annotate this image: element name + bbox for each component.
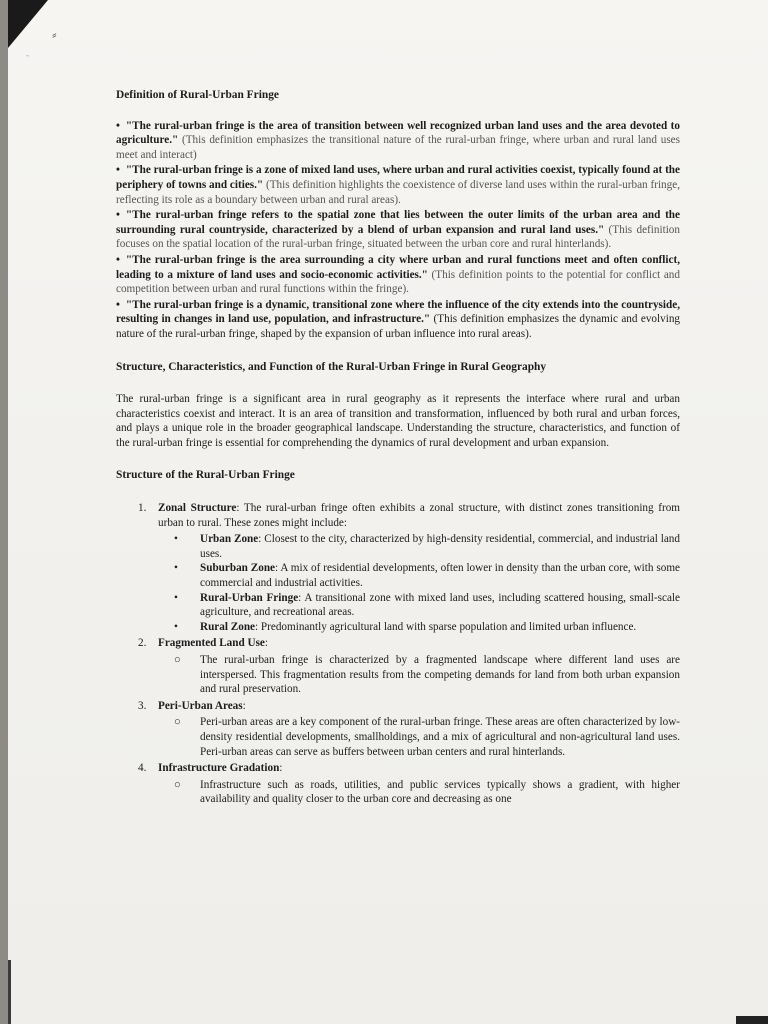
structure-list — [116, 501, 680, 807]
structure-sublist — [158, 778, 680, 807]
structure-heading: Structure of the Rural-Urban Fringe — [116, 469, 295, 482]
definition-item: • "The rural-urban fringe is a zone of mixed land uses, where urban and rural activities coexist, typically found at the periphery of towns and cities." (This definition highlights the coexistence of diverse land uses within the rural-urban fringe, reflecting its role as a boundary between urban and rural areas). — [116, 164, 681, 206]
dark-corner — [8, 0, 48, 48]
definition-heading: Definition of Rural-Urban Fringe — [116, 89, 279, 101]
definition-list — [116, 119, 680, 342]
structure-subitem: • Suburban Zone: A mix of residential developments, often lower in density than the urban core, with some commercial and industrial activities. — [174, 562, 680, 590]
definition-item: • "The rural-urban fringe is the area of transition between well recognized urban land uses and the area devoted to agriculture." (This definition emphasizes the transitional nature of the rural-urban fringe, where urban and rural land uses meet and interact) — [116, 119, 680, 161]
structure-item: 3. Peri-Urban Areas: ○ Peri-urban areas are a key component of the rural-urban fringe. These areas are often characterized by low-density residential developments, smallholdings, and a mix of agricultural and non-agricultural land uses. Peri-urban areas can serve as buffers between urban centers and rural hinterlands. — [138, 699, 680, 758]
structure-item: 2. Fragmented Land Use: ○ The rural-urban fringe is characterized by a fragmented landscape where different land uses are interspersed. This fragmentation results from the competing demands for land from both urban expansion and rural preservation. — [138, 637, 680, 696]
definition-item: • "The rural-urban fringe is a dynamic, transitional zone where the influence of the city extends into the countryside, resulting in changes in land use, population, and infrastructure." (This definition emphasizes the dynamic and evolving nature of the rural-urban fringe, shaped by the expansion of urban influence into rural areas). — [116, 298, 681, 340]
structure-subitem: ○ Infrastructure such as roads, utilities, and public services typically shows a gradient, with higher availability and quality closer to the urban core and decreasing as one — [174, 778, 680, 806]
structure-subitem: ○ Peri-urban areas are a key component of the rural-urban fringe. These areas are often characterized by low-density residential developments, smallholdings, and a mix of agricultural and non-agricultural land uses. Peri-urban areas can serve as buffers between urban centers and rural hinterlands. — [174, 716, 680, 758]
definition-item: • "The rural-urban fringe is the area surrounding a city where urban and rural functions meet and often conflict, leading to a mixture of land uses and socio-economic activities." (This definition points to the potential for conflict and competition between urban and rural functions within the fringe). — [116, 253, 680, 296]
structure-item: 4. Infrastructure Gradation: ○ Infrastructure such as roads, utilities, and public services typically shows a gradient, with higher availability and quality closer to the urban core and decreasing as one — [138, 762, 680, 806]
structure-sublist — [158, 653, 680, 697]
document-body — [116, 88, 680, 809]
pen-mark: ⸗ — [52, 28, 57, 43]
structure-subitem: ○ The rural-urban fringe is characterized by a fragmented landscape where different land uses are interspersed. This fragmentation results from the competing demands for land from both urban expansion and rural preservation. — [174, 654, 680, 696]
pen-mark-small: ~ — [26, 54, 30, 60]
document-page — [8, 0, 768, 1024]
structure-subitem: • Rural Zone: Predominantly agricultural land with sparse population and limited urban influence. — [174, 620, 637, 633]
page-edge-shadow — [8, 960, 11, 1024]
bottom-shadow — [736, 1016, 768, 1024]
structure-sublist — [158, 532, 680, 634]
section-heading: Structure, Characteristics, and Function of the Rural-Urban Fringe in Rural Geography — [116, 360, 547, 373]
structure-sublist — [158, 715, 680, 759]
structure-subitem: • Rural-Urban Fringe: A transitional zone with mixed land uses, including scattered housing, small-scale agriculture, and recreational areas. — [174, 591, 680, 619]
definition-item: • "The rural-urban fringe refers to the spatial zone that lies between the outer limits of the urban area and the surrounding rural countryside, characterized by a blend of urban expansion and rural land uses." (This definition focuses on the spatial location of the rural-urban fringe, situated between the urban core and rural hinterlands). — [116, 209, 680, 251]
intro-paragraph: The rural-urban fringe is a significant area in rural geography as it represents the interface where rural and urban characteristics coexist and interact. It is an area of transition and transformation, influenced by both rural and urban forces, and plays a unique role in the broader geographical landscape. Understanding the structure, characteristics, and function of the rural-urban fringe is essential for comprehending the dynamics of rural development and urban expansion. — [116, 393, 680, 449]
structure-subitem: • Urban Zone: Closest to the city, characterized by high-density residential, commercial, and industrial land uses. — [174, 533, 680, 560]
structure-item: 1. Zonal Structure: The rural-urban fringe often exhibits a zonal structure, with distinct zones transitioning from urban to rural. These zones might include: • Urban Zone: Closest to the city, characterized by high-density residential, commercial, and industrial land uses. • Suburban Zone: A mix of residential developments, often lower in density than the urban core, with some commercial and industrial activities. • Rural-Urban Fringe: A transitional zone with mixed land uses, including scattered housing, small-scale agriculture, and recreational areas. • Rural Zone: Predominantly agricultural land with sparse population and limited urban influence. — [138, 502, 680, 633]
